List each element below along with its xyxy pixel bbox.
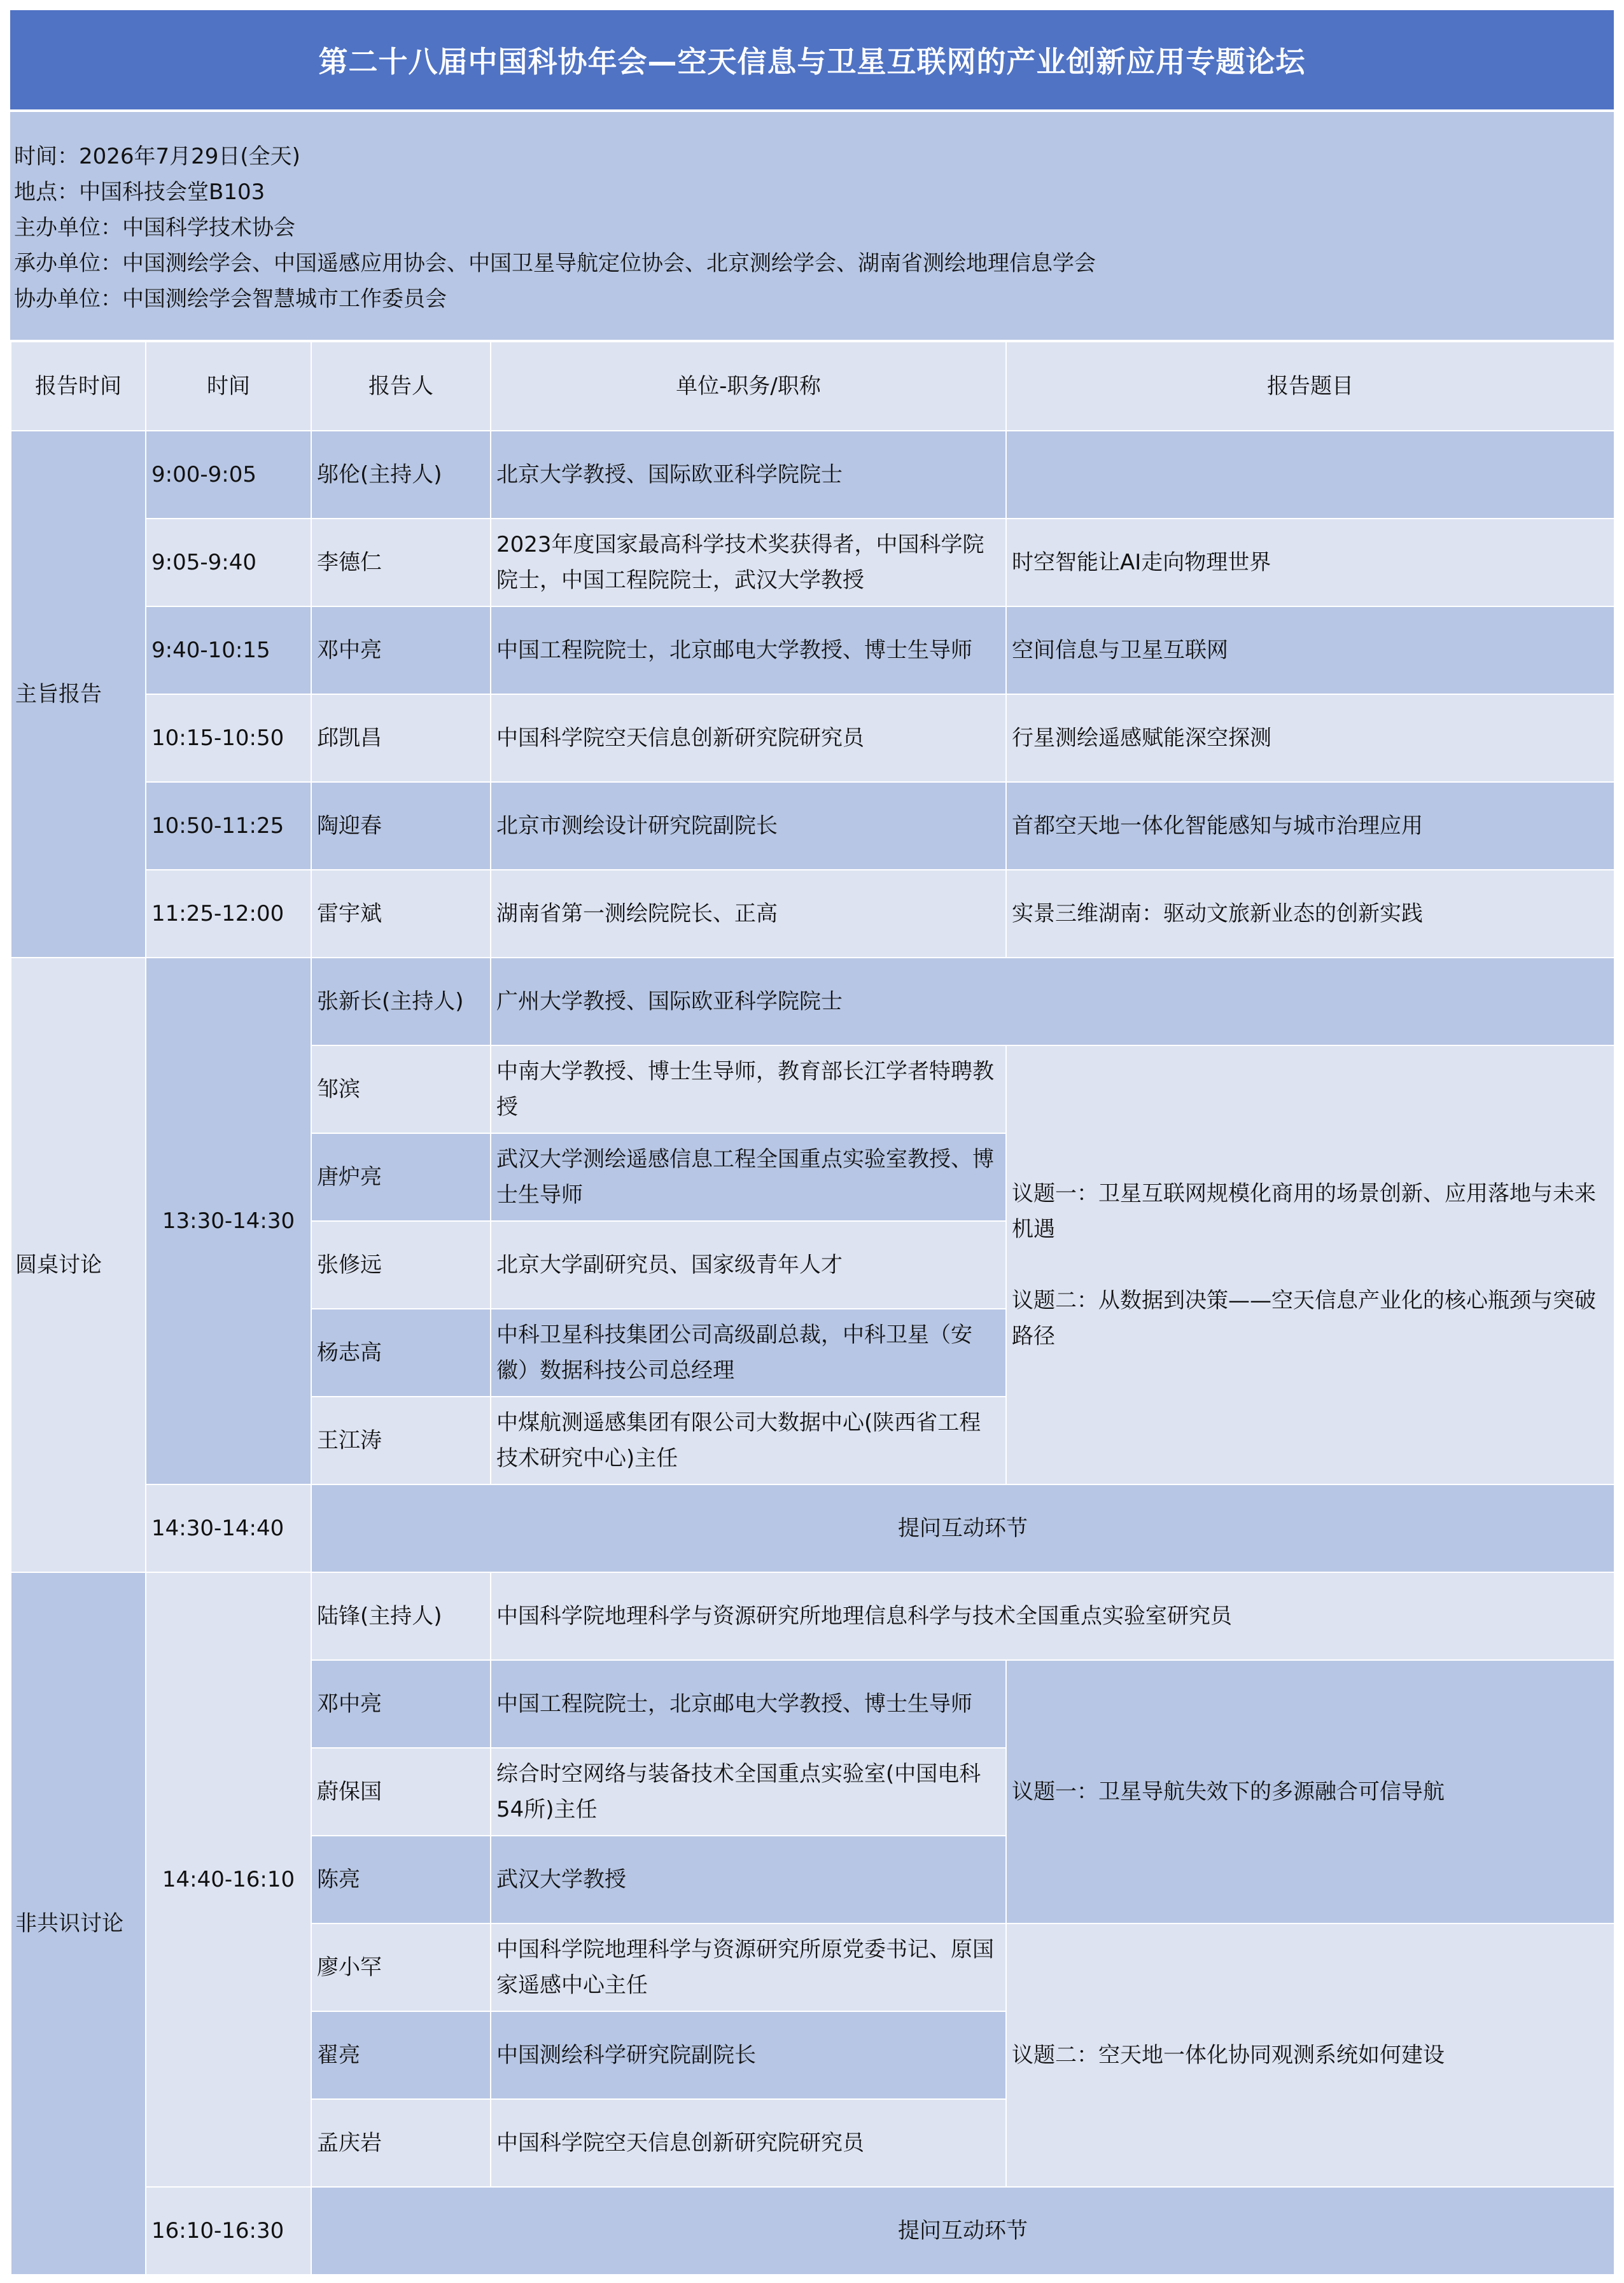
topic-cell: 实景三维湖南：驱动文旅新业态的创新实践: [1006, 870, 1614, 958]
speaker-cell: 杨志高: [311, 1309, 491, 1397]
org-cell: 北京大学副研究员、国家级青年人才: [491, 1221, 1006, 1309]
header-session: 报告时间: [11, 342, 146, 431]
speaker-cell: 邓中亮: [311, 606, 491, 694]
table-row: [11, 782, 1614, 870]
speaker-cell: 翟亮: [311, 2011, 491, 2099]
org-cell: 中国科学院地理科学与资源研究所原党委书记、原国家遥感中心主任: [491, 1923, 1006, 2011]
topic-cell: 时空智能让AI走向物理世界: [1006, 519, 1614, 606]
org-cell: 武汉大学教授: [491, 1836, 1006, 1923]
table-row: [11, 606, 1614, 694]
org-cell: 中南大学教授、博士生导师，教育部长江学者特聘教授: [491, 1045, 1006, 1133]
page-title: 第二十八届中国科协年会—空天信息与卫星互联网的产业创新应用专题论坛: [10, 10, 1614, 109]
host-org-cell: 中国科学院地理科学与资源研究所地理信息科学与技术全国重点实验室研究员: [491, 1572, 1614, 1660]
time-cell: 10:15-10:50: [146, 694, 311, 782]
speaker-cell: 陈亮: [311, 1836, 491, 1923]
session-debate: 非共识讨论: [11, 1572, 146, 2275]
host-org-cell: 广州大学教授、国际欧亚科学院院士: [491, 958, 1614, 1045]
speaker-cell: 王江涛: [311, 1397, 491, 1484]
info-organizer: 承办单位：中国测绘学会、中国遥感应用协会、中国卫星导航定位协会、北京测绘学会、湖南省测绘地理信息学会: [14, 251, 1096, 276]
org-cell: 综合时空网络与装备技术全国重点实验室(中国电科54所)主任: [491, 1748, 1006, 1836]
speaker-cell: 邓中亮: [311, 1660, 491, 1748]
org-cell: 北京大学教授、国际欧亚科学院院士: [491, 431, 1006, 519]
qa-label-cell: 提问互动环节: [311, 1484, 1614, 1572]
debate-topic-1: 议题一：卫星导航失效下的多源融合可信导航: [1006, 1660, 1614, 1923]
topic-cell: 首都空天地一体化智能感知与城市治理应用: [1006, 782, 1614, 870]
speaker-cell: 邱凯昌: [311, 694, 491, 782]
host-speaker-cell: 陆锋(主持人): [311, 1572, 491, 1660]
org-cell: 中国科学院空天信息创新研究院研究员: [491, 2099, 1006, 2187]
header-organization: 单位-职务/职称: [491, 342, 1006, 431]
table-row: [11, 431, 1614, 519]
speaker-cell: 张修远: [311, 1221, 491, 1309]
session-roundtable: 圆桌讨论: [11, 958, 146, 1572]
qa-time-cell: 14:30-14:40: [146, 1484, 311, 1572]
header-time: 时间: [146, 342, 311, 431]
qa-label-cell: 提问互动环节: [311, 2187, 1614, 2275]
org-cell: 中国工程院院士，北京邮电大学教授、博士生导师: [491, 1660, 1006, 1748]
speaker-cell: 李德仁: [311, 519, 491, 606]
table-row: [11, 1484, 1614, 1572]
info-venue: 地点：中国科技会堂B103: [14, 179, 265, 205]
info-co-organizer: 协办单位：中国测绘学会智慧城市工作委员会: [14, 286, 447, 312]
topic-cell: 行星测绘遥感赋能深空探测: [1006, 694, 1614, 782]
speaker-cell: 陶迎春: [311, 782, 491, 870]
session-keynote: 主旨报告: [11, 431, 146, 958]
speaker-cell: 孟庆岩: [311, 2099, 491, 2187]
table-row: [11, 958, 1614, 1045]
org-cell: 中国工程院院士，北京邮电大学教授、博士生导师: [491, 606, 1006, 694]
speaker-cell: 雷宇斌: [311, 870, 491, 958]
org-cell: 2023年度国家最高科学技术奖获得者，中国科学院院士，中国工程院院士，武汉大学教授: [491, 519, 1006, 606]
time-cell: 11:25-12:00: [146, 870, 311, 958]
org-cell: 武汉大学测绘遥感信息工程全国重点实验室教授、博士生导师: [491, 1133, 1006, 1221]
table-header: [11, 342, 1614, 431]
org-cell: 中科卫星科技集团公司高级副总裁，中科卫星（安徽）数据科技公司总经理: [491, 1309, 1006, 1397]
topic-cell: [1006, 431, 1614, 519]
speaker-cell: 蔚保国: [311, 1748, 491, 1836]
topic-cell: 空间信息与卫星互联网: [1006, 606, 1614, 694]
table-row: [11, 2187, 1614, 2275]
org-cell: 中煤航测遥感集团有限公司大数据中心(陕西省工程技术研究中心)主任: [491, 1397, 1006, 1484]
info-time: 时间：2026年7月29日(全天): [14, 144, 300, 169]
time-cell: 10:50-11:25: [146, 782, 311, 870]
time-cell: 9:00-9:05: [146, 431, 311, 519]
event-info: [10, 112, 1614, 340]
agenda-table: [10, 341, 1615, 2275]
header-speaker: 报告人: [311, 342, 491, 431]
host-speaker-cell: 张新长(主持人): [311, 958, 491, 1045]
roundtable-topic-2: 议题二：从数据到决策——空天信息产业化的核心瓶颈与突破路径: [1012, 1288, 1596, 1349]
table-row: [11, 870, 1614, 958]
debate-topic-2: 议题二：空天地一体化协同观测系统如何建设: [1006, 1923, 1614, 2187]
speaker-cell: 邬伦(主持人): [311, 431, 491, 519]
time-cell: 9:05-9:40: [146, 519, 311, 606]
table-row: [11, 694, 1614, 782]
speaker-cell: 邹滨: [311, 1045, 491, 1133]
time-cell: 13:30-14:30: [146, 958, 311, 1484]
speaker-cell: 唐炉亮: [311, 1133, 491, 1221]
qa-time-cell: 16:10-16:30: [146, 2187, 311, 2275]
time-cell: 9:40-10:15: [146, 606, 311, 694]
org-cell: 北京市测绘设计研究院副院长: [491, 782, 1006, 870]
table-row: [11, 519, 1614, 606]
info-host: 主办单位：中国科学技术协会: [14, 215, 295, 241]
org-cell: 中国测绘科学研究院副院长: [491, 2011, 1006, 2099]
org-cell: 湖南省第一测绘院院长、正高: [491, 870, 1006, 958]
table-row: [11, 1572, 1614, 1660]
org-cell: 中国科学院空天信息创新研究院研究员: [491, 694, 1006, 782]
speaker-cell: 廖小罕: [311, 1923, 491, 2011]
roundtable-topic-1: 议题一：卫星互联网规模化商用的场景创新、应用落地与未来机遇: [1012, 1181, 1596, 1242]
header-topic: 报告题目: [1006, 342, 1614, 431]
roundtable-topics: [1006, 1045, 1614, 1484]
time-cell: 14:40-16:10: [146, 1572, 311, 2187]
